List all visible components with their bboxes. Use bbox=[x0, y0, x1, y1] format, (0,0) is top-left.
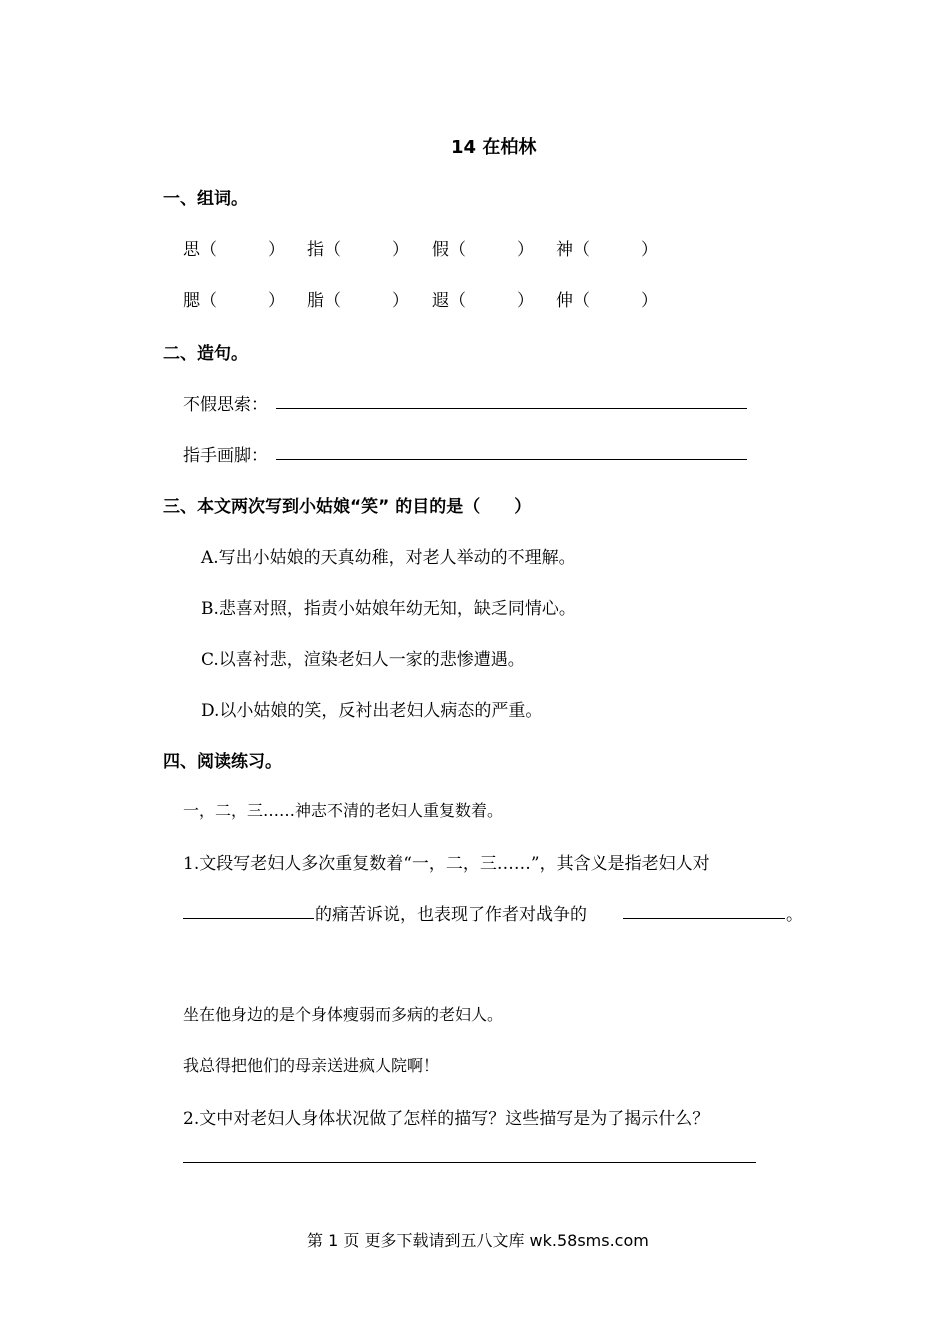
word-item: 神（ ） bbox=[556, 240, 658, 260]
option-c: C.以喜衬悲，渲染老妇人一家的悲惨遭遇。 bbox=[201, 650, 525, 670]
question-1-end: 。 bbox=[786, 905, 803, 925]
option-b: B.悲喜对照，指责小姑娘年幼无知，缺乏同情心。 bbox=[201, 599, 576, 619]
option-d: D.以小姑娘的笑，反衬出老妇人病态的严重。 bbox=[201, 701, 543, 721]
word-item: 遐（ ） bbox=[432, 291, 534, 311]
answer-line bbox=[623, 918, 785, 919]
answer-line bbox=[276, 459, 747, 460]
question-1: 1.文段写老妇人多次重复数着“一，二，三……”，其含义是指老妇人对 bbox=[183, 854, 710, 874]
word-item: 指（ ） bbox=[307, 240, 409, 260]
question-1-continued: 的痛苦诉说，也表现了作者对战争的 bbox=[315, 905, 587, 925]
answer-line bbox=[183, 918, 314, 919]
section-4-heading: 四、阅读练习。 bbox=[163, 752, 282, 772]
word-item: 腮（ ） bbox=[183, 291, 285, 311]
section-1-heading: 一、组词。 bbox=[163, 189, 248, 209]
answer-line bbox=[276, 408, 747, 409]
section-3-heading: 三、本文两次写到小姑娘“笑” 的目的是（ ） bbox=[163, 497, 532, 517]
word-item: 假（ ） bbox=[432, 240, 534, 260]
word-item: 思（ ） bbox=[183, 240, 285, 260]
excerpt: 一，二，三……神志不清的老妇人重复数着。 bbox=[183, 801, 504, 820]
sentence-prompt: 指手画脚： bbox=[183, 446, 268, 466]
page-title: 14 在柏林 bbox=[451, 137, 537, 158]
excerpt: 坐在他身边的是个身体瘦弱而多病的老妇人。 bbox=[183, 1005, 504, 1024]
word-item: 脂（ ） bbox=[307, 291, 409, 311]
answer-line bbox=[183, 1162, 756, 1163]
option-a: A.写出小姑娘的天真幼稚，对老人举动的不理解。 bbox=[201, 548, 576, 568]
question-2: 2.文中对老妇人身体状况做了怎样的描写？这些描写是为了揭示什么？ bbox=[183, 1109, 710, 1129]
section-2-heading: 二、造句。 bbox=[163, 344, 248, 364]
excerpt: 我总得把他们的母亲送进疯人院啊！ bbox=[183, 1056, 440, 1075]
sentence-prompt: 不假思索： bbox=[183, 395, 268, 415]
word-item: 伸（ ） bbox=[556, 291, 658, 311]
page-footer: 第 1 页 更多下载请到五八文库 wk.58sms.com bbox=[307, 1231, 649, 1250]
